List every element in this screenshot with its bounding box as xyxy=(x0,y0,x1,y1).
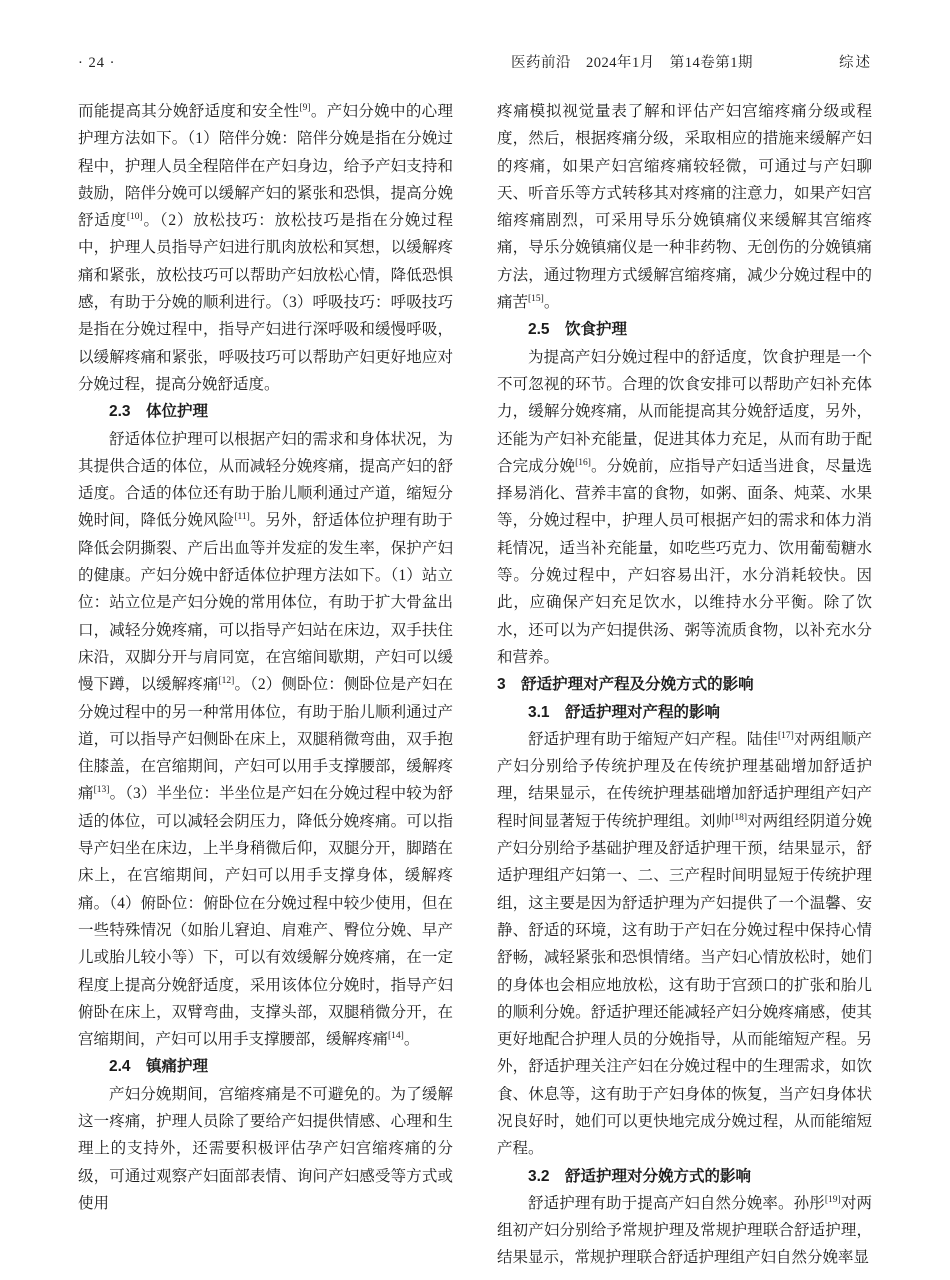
left-column xyxy=(78,98,453,1272)
citation-ref: [19] xyxy=(824,1194,841,1205)
page-header xyxy=(78,54,872,72)
citation-ref: [17] xyxy=(778,730,794,741)
citation-ref: [15] xyxy=(528,293,544,304)
citation-ref: [18] xyxy=(731,812,748,823)
right-column xyxy=(497,98,872,1272)
page-number: · 24 · xyxy=(78,55,116,71)
section-heading: 3.2 舒适护理对分娩方式的影响 xyxy=(528,1167,752,1185)
section-heading: 2.3 体位护理 xyxy=(109,403,209,421)
citation-ref: [16] xyxy=(575,457,591,468)
citation-ref: [12] xyxy=(218,676,235,687)
paragraph: 产妇分娩期间，宫缩疼痛是不可避免的。为了缓解这一疼痛，护理人员除了要给产妇提供情感、心理和生理上的支持外，还需要积极评估孕产妇宫缩疼痛的分级，可通过观察产妇面部表情、询问产妇感受等方式或使用 xyxy=(78,1085,453,1212)
article-body xyxy=(78,98,872,1272)
paragraph: 而能提高其分娩舒适度和安全性[9]。产妇分娩中的心理护理方法如下。（1）陪伴分娩：陪伴分娩是指在分娩过程中，护理人员全程陪伴在产妇身边，给予产妇支持和鼓励，陪伴分娩可以缓解产妇的紧张和恐惧，提高分娩舒适度[10]。（2）放松技巧：放松技巧是指在分娩过程中，护理人员指导产妇进行肌肉放松和冥想，以缓解疼痛和紧张，放松技巧可以帮助产妇放松心情，降低恐惧感，有助于分娩的顺利进行。（3）呼吸技巧：呼吸技巧是指在分娩过程中，指导产妇进行深呼吸和缓慢呼吸，以缓解疼痛和紧张，呼吸技巧可以帮助产妇更好地应对分娩过程，提高分娩舒适度。 xyxy=(78,102,453,393)
paragraph: 为提高产妇分娩过程中的舒适度，饮食护理是一个不可忽视的环节。合理的饮食安排可以帮助产妇补充体力，缓解分娩疼痛，从而能提高其分娩舒适度，另外，还能为产妇补充能量，促进其体力充足，从而有助于配合完成分娩[16]。分娩前，应指导产妇适当进食，尽量选择易消化、营养丰富的食物，如粥、面条、炖菜、水果等，分娩过程中，护理人员可根据产妇的需求和体力消耗情况，适当补充能量，如吃些巧克力、饮用葡萄糖水等。分娩过程中，产妇容易出汗，水分消耗较快。因此，应确保产妇充足饮水，以维持水分平衡。除了饮水，还可以为产妇提供汤、粥等流质食物，以补充水分和营养。 xyxy=(497,348,872,666)
section-label: 综述 xyxy=(839,55,872,71)
paragraph: 舒适护理有助于缩短产妇产程。陆佳[17]对两组顺产产妇分别给予传统护理及在传统护理基础增加舒适护理，结果显示，在传统护理基础增加舒适护理组产妇产程时间显著短于传统护理组。刘帅[18]对两组经阴道分娩产妇分别给予基础护理及舒适护理干预，结果显示，舒适护理组产妇第一、二、三产程时间明显短于传统护理组，这主要是因为舒适护理为产妇提供了一个温馨、安静、舒适的环境，这有助于产妇在分娩过程中保持心情舒畅，减轻紧张和恐惧情绪。当产妇心情放松时，她们的身体也会相应地放松，这有助于宫颈口的扩张和胎儿的顺利分娩。舒适护理还能减轻产妇分娩疼痛感，使其更好地配合护理人员的分娩指导，从而能缩短产程。另外，舒适护理关注产妇在分娩过程中的生理需求，如饮食、休息等，这有助于产妇身体的恢复，当产妇身体状况良好时，她们可以更快地完成分娩过程，从而能缩短产程。 xyxy=(497,730,872,1158)
citation-ref: [14] xyxy=(388,1030,404,1041)
paragraph: 舒适护理有助于提高产妇自然分娩率。孙彤[19]对两组初产妇分别给予常规护理及常规护理联合舒适护理，结果显示，常规护理联合舒适护理组产妇自然分娩率显 xyxy=(497,1194,872,1267)
section-heading: 3 舒适护理对产程及分娩方式的影响 xyxy=(497,676,754,694)
paragraph: 舒适体位护理可以根据产妇的需求和身体状况，为其提供合适的体位，从而减轻分娩疼痛，提高产妇的舒适度。合适的体位还有助于胎儿顺利通过产道，缩短分娩时间，降低分娩风险[11]。另外，舒适体位护理有助于降低会阴撕裂、产后出血等并发症的发生率，保护产妇的健康。产妇分娩中舒适体位护理方法如下。（1）站立位：站立位是产妇分娩的常用体位，有助于扩大骨盆出口，减轻分娩疼痛，可以指导产妇站在床边，双手扶住床沿，双脚分开与肩同宽，在宫缩间歇期，产妇可以缓慢下蹲，以缓解疼痛[12]。（2）侧卧位：侧卧位是产妇在分娩过程中的另一种常用体位，有助于胎儿顺利通过产道，可以指导产妇侧卧在床上，双腿稍微弯曲，双手抱住膝盖，在宫缩期间，产妇可以用手支撑腰部，缓解疼痛[13]。（3）半坐位：半坐位是产妇在分娩过程中较为舒适的体位，可以减轻会阴压力，降低分娩疼痛。可以指导产妇坐在床边，上半身稍微后仰，双腿分开，脚踏在床上，在宫缩期间，产妇可以用手支撑身体，缓解疼痛。（4）俯卧位：俯卧位在分娩过程中较少使用，但在一些特殊情况（如胎儿窘迫、肩难产、臀位分娩、早产儿或胎儿较小等）下，可以有效缓解分娩疼痛，在一定程度上提高分娩舒适度，采用该体位分娩时，指导产妇俯卧在床上，双臂弯曲，支撑头部，双腿稍微分开，在宫缩期间，产妇可以用手支撑腰部，缓解疼痛[14]。 xyxy=(78,430,453,1049)
paragraph: 疼痛模拟视觉量表了解和评估产妇宫缩疼痛分级或程度，然后，根据疼痛分级，采取相应的措施来缓解产妇的疼痛，如果产妇宫缩疼痛较轻微，可通过与产妇聊天、听音乐等方式转移其对疼痛的注意力，如果产妇宫缩疼痛剧烈，可采用导乐分娩镇痛仪来缓解其宫缩疼痛，导乐分娩镇痛仪是一种非药物、无创伤的分娩镇痛方法，通过物理方式缓解宫缩疼痛，减少分娩过程中的痛苦[15]。 xyxy=(497,103,872,312)
citation-ref: [10] xyxy=(126,212,143,223)
section-heading: 2.4 镇痛护理 xyxy=(109,1058,209,1076)
journal-issue-info: 医药前沿 2024年1月 第14卷第1期 xyxy=(511,55,753,71)
section-heading: 2.5 饮食护理 xyxy=(528,321,628,339)
section-heading: 3.1 舒适护理对产程的影响 xyxy=(528,703,721,721)
citation-ref: [11] xyxy=(234,512,250,523)
citation-ref: [9] xyxy=(299,102,311,113)
citation-ref: [13] xyxy=(93,785,110,796)
